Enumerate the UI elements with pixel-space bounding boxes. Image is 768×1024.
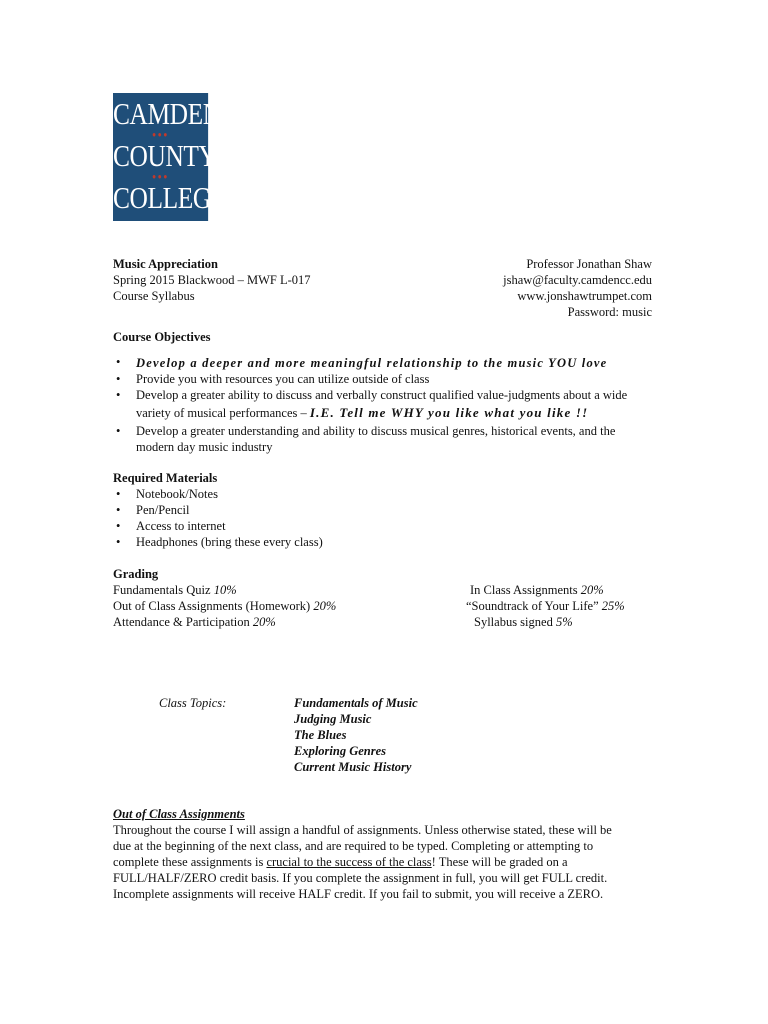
objective-item-continued	[136, 405, 588, 421]
topic-item: Judging Music	[294, 712, 372, 726]
grade-item	[113, 614, 276, 630]
grade-percent: 5%	[555, 615, 573, 629]
underlined-emphasis: crucial to the success of the class	[266, 855, 432, 869]
objective-item: Develop a deeper and more meaningful relationship to the music YOU love	[136, 356, 608, 370]
paragraph-text: ! These will be graded on a	[431, 855, 568, 869]
grade-label: Out of Class Assignments (Homework)	[113, 599, 314, 613]
professor-email: jshaw@faculty.camdencc.edu	[503, 273, 652, 287]
paragraph-line	[113, 854, 653, 870]
college-logo	[113, 93, 226, 221]
grade-label: Attendance & Participation	[113, 615, 253, 629]
bullet: •	[116, 503, 121, 517]
grade-item	[113, 598, 336, 614]
bullet: •	[116, 487, 121, 501]
grade-label: Fundamentals Quiz	[113, 583, 214, 597]
logo-dots: ●●●	[152, 130, 169, 139]
professor-name: Professor Jonathan Shaw	[526, 257, 652, 271]
topic-item: The Blues	[294, 728, 347, 742]
grade-item	[113, 582, 237, 598]
topic-item: Exploring Genres	[294, 744, 387, 758]
materials-heading: Required Materials	[113, 471, 218, 485]
material-item: Headphones (bring these every class)	[136, 535, 323, 549]
professor-website: www.jonshawtrumpet.com	[517, 289, 652, 303]
paragraph-line: due at the beginning of the next class, and are required to be typed. Completing or attempting to	[113, 839, 594, 853]
logo-word-college: COLLEGE	[113, 180, 226, 215]
grading-heading: Grading	[113, 567, 159, 581]
objective-item: Develop a greater understanding and ability to discuss musical genres, historical events, and the	[136, 424, 616, 438]
topic-item: Current Music History	[294, 760, 412, 774]
logo-word-camden: CAMDEN	[113, 96, 221, 131]
logo-word-county: COUNTY	[113, 138, 217, 173]
grade-label: In Class Assignments	[470, 583, 581, 597]
paragraph-line: Incomplete assignments will receive HALF credit. If you fail to submit, you will receive a ZERO.	[113, 887, 604, 901]
objective-item-continued: modern day music industry	[136, 440, 273, 454]
grade-label: Syllabus signed	[474, 615, 556, 629]
grade-percent: 20%	[313, 599, 337, 613]
course-term: Spring 2015 Blackwood – MWF L-017	[113, 273, 311, 287]
website-password: Password: music	[567, 305, 652, 319]
grade-item	[470, 582, 604, 598]
material-item: Access to internet	[136, 519, 226, 533]
bullet: •	[116, 388, 121, 402]
material-item: Pen/Pencil	[136, 503, 190, 517]
material-item: Notebook/Notes	[136, 487, 218, 501]
grade-item	[474, 614, 573, 630]
assignments-heading	[113, 806, 245, 822]
assignments-heading-text: Out of Class Assignments	[113, 807, 245, 821]
document-type: Course Syllabus	[113, 289, 195, 303]
logo-dots: ●●●	[152, 172, 169, 181]
topic-item: Fundamentals of Music	[294, 696, 418, 710]
paragraph-line: Throughout the course I will assign a handful of assignments. Unless otherwise stated, these will be	[113, 823, 612, 837]
grade-percent: 25%	[601, 599, 625, 613]
bullet: •	[116, 355, 121, 369]
objective-item: Develop a greater ability to discuss and verbally construct qualified value-judgments about a wide	[136, 388, 628, 402]
bullet: •	[116, 424, 121, 438]
paragraph-line: FULL/HALF/ZERO credit basis. If you complete the assignment in full, you will get FULL credit.	[113, 871, 608, 885]
grade-item	[466, 598, 625, 614]
objective-item: Provide you with resources you can utilize outside of class	[136, 372, 430, 386]
objective-text: variety of musical performances –	[136, 406, 310, 420]
assignments-paragraph	[113, 822, 653, 902]
grade-percent: 20%	[252, 615, 276, 629]
objectives-heading: Course Objectives	[113, 330, 211, 344]
bullet: •	[116, 372, 121, 386]
grade-percent: 10%	[213, 583, 237, 597]
objective-emphasis: I.E. Tell me WHY you like what you like !!	[309, 405, 589, 420]
topics-label: Class Topics:	[159, 696, 227, 710]
bullet: •	[116, 535, 121, 549]
bullet: •	[116, 519, 121, 533]
paragraph-text: complete these assignments is	[113, 855, 267, 869]
grade-label: “Soundtrack of Your Life”	[466, 599, 602, 613]
grade-percent: 20%	[580, 583, 604, 597]
course-title: Music Appreciation	[113, 257, 218, 271]
